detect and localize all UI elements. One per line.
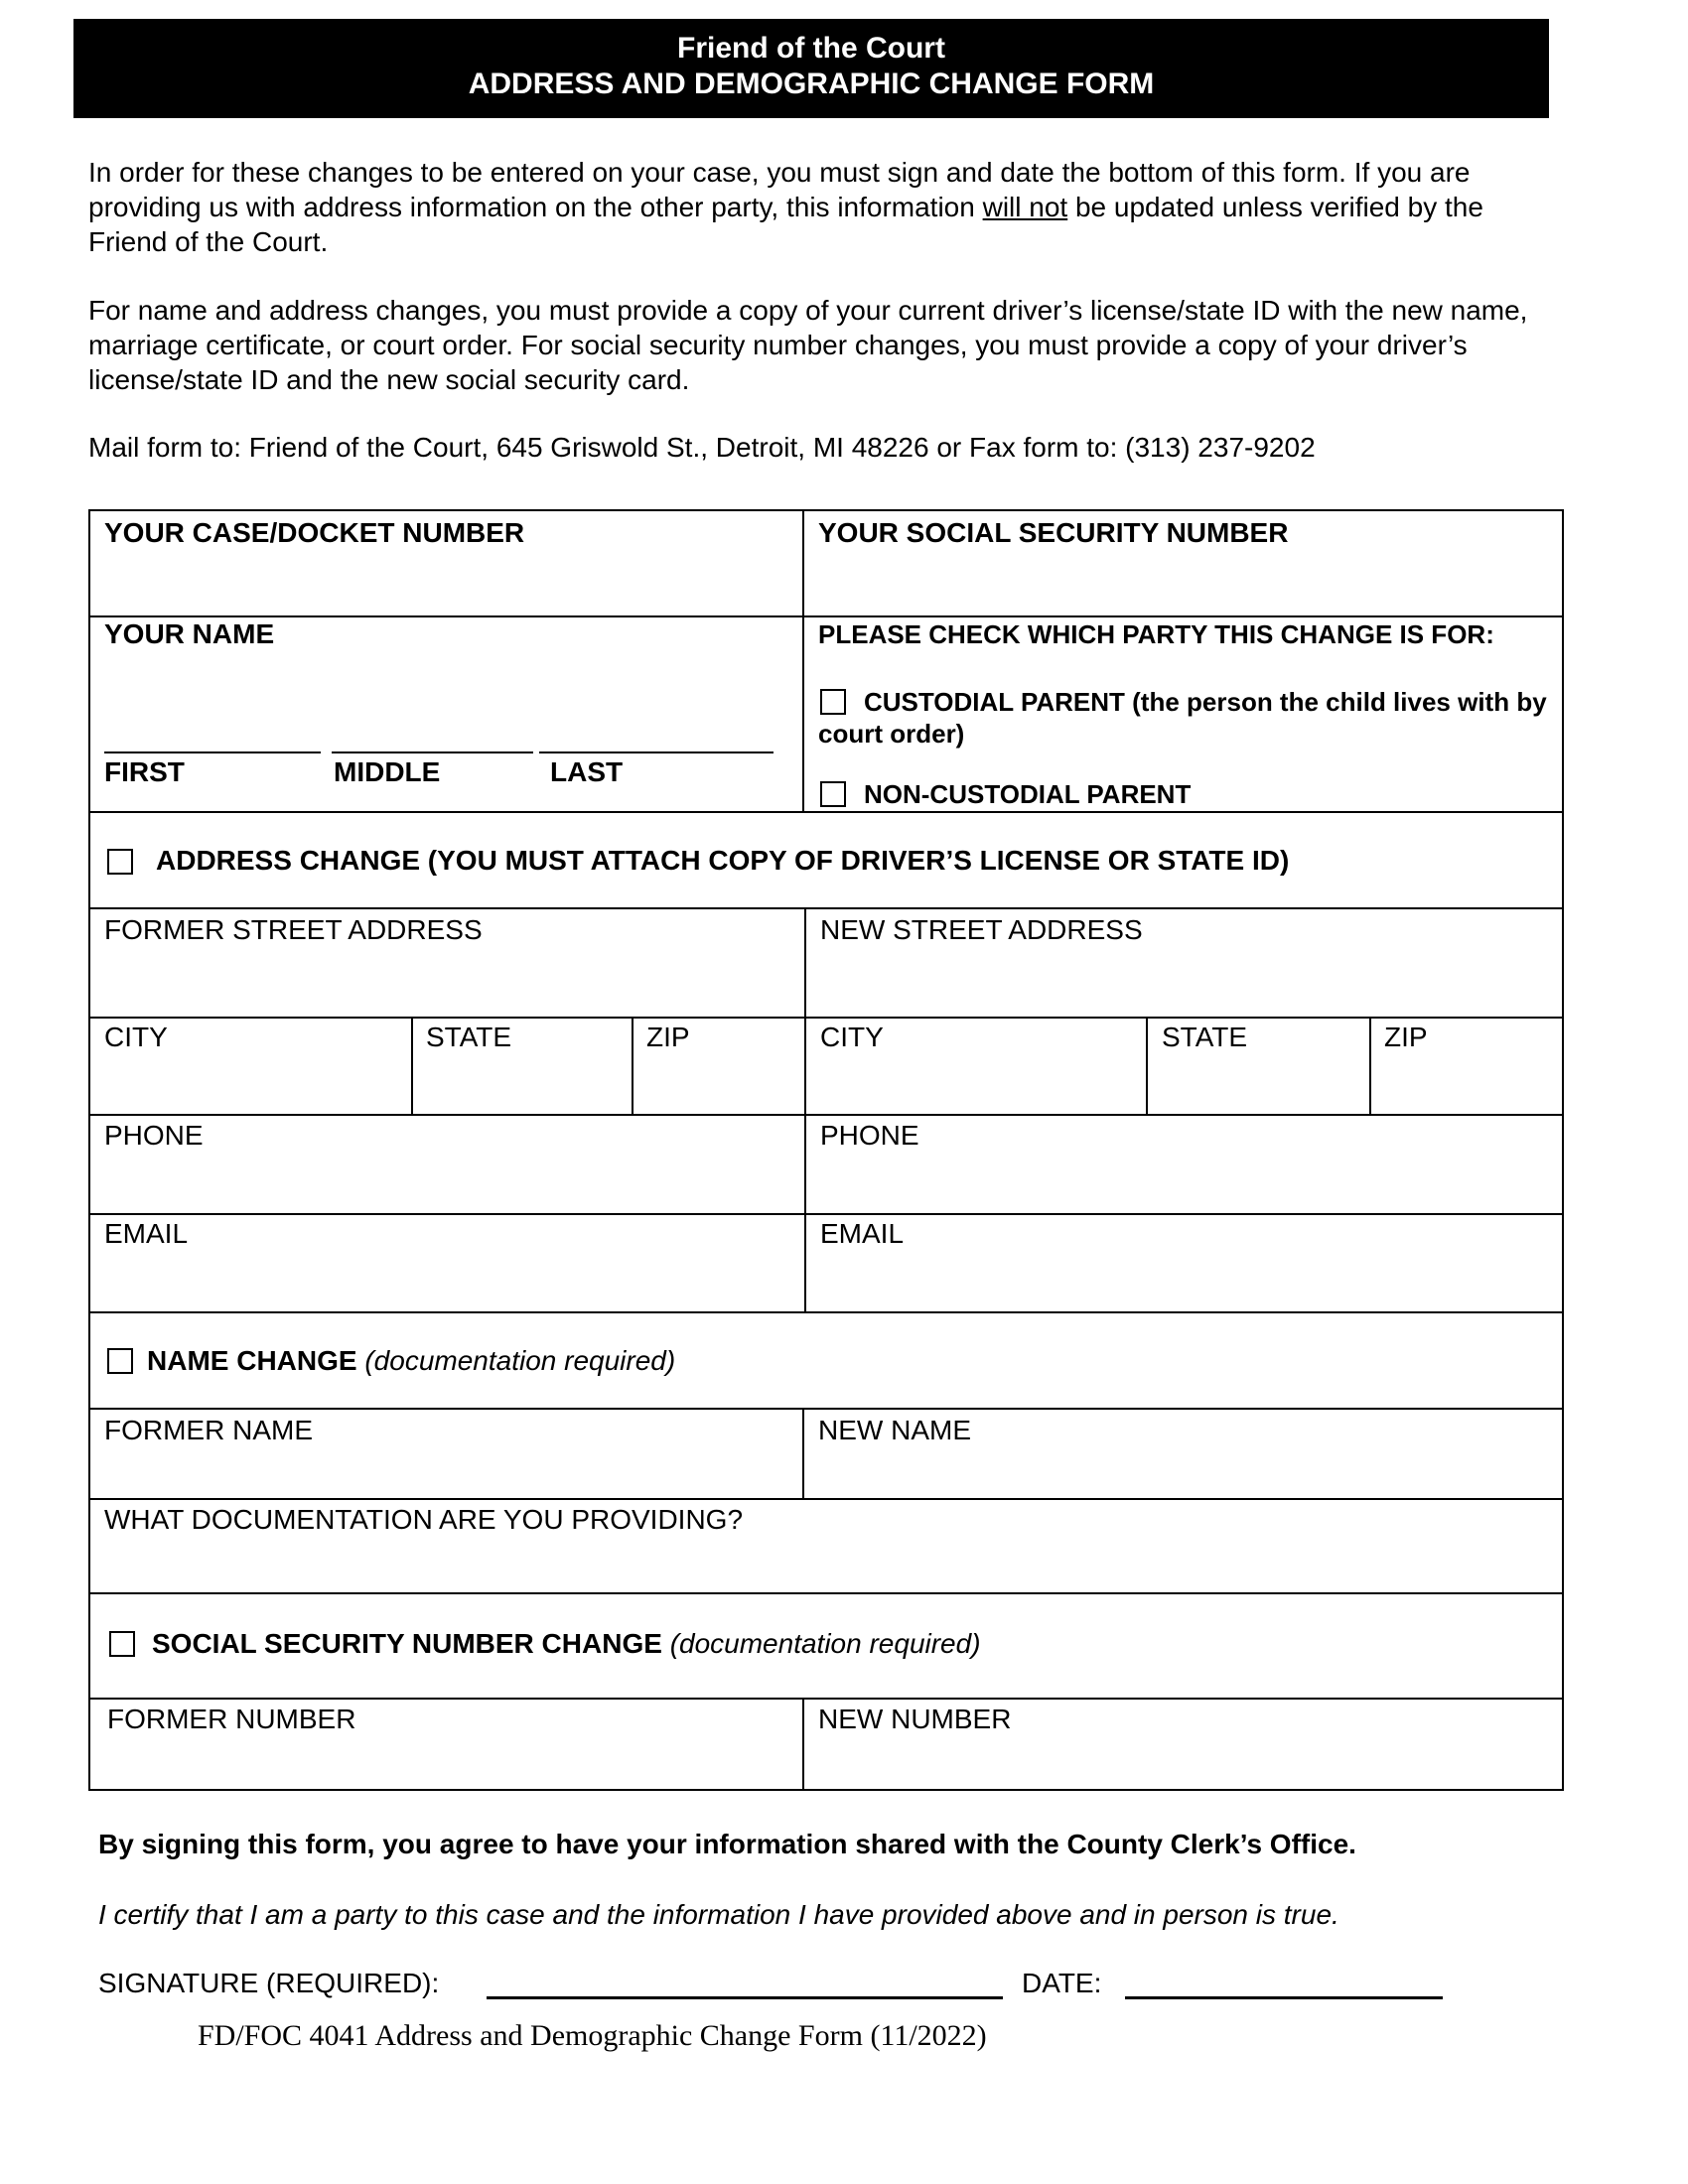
new-city-field[interactable]: CITY bbox=[820, 1022, 884, 1052]
ssn-change-text: SOCIAL SECURITY NUMBER CHANGE bbox=[152, 1628, 662, 1659]
date-label: DATE: bbox=[1022, 1968, 1102, 1998]
name-change-text: NAME CHANGE bbox=[147, 1345, 357, 1376]
intro-paragraph-2: For name and address changes, you must provide a copy of your current driver’s license/state ID with the new name, marriage certificate, or court order. For social security number changes, you must provide a copy of your driver’s license/state ID and the new social security card. bbox=[88, 295, 1528, 395]
intro-text-end: be updated unless verified by the Friend of the Court. bbox=[88, 192, 1483, 257]
new-number-field[interactable]: NEW NUMBER bbox=[818, 1704, 1012, 1734]
date-input[interactable] bbox=[1125, 1996, 1443, 1999]
name-change-checkbox[interactable] bbox=[107, 1348, 133, 1374]
noncustodial-checkbox[interactable] bbox=[820, 781, 846, 807]
agreement-statement: By signing this form, you agree to have your information shared with the County Clerk’s Office. bbox=[98, 1829, 1356, 1859]
your-name-label: YOUR NAME bbox=[104, 618, 275, 649]
last-name-input[interactable] bbox=[539, 751, 774, 753]
noncustodial-label: NON-CUSTODIAL PARENT bbox=[864, 779, 1192, 809]
new-name-field[interactable]: NEW NAME bbox=[818, 1415, 971, 1445]
form-footer: FD/FOC 4041 Address and Demographic Change Form (11/2022) bbox=[198, 2019, 987, 2052]
case-number-field[interactable]: YOUR CASE/DOCKET NUMBER bbox=[104, 517, 525, 548]
signature-label: SIGNATURE (REQUIRED): bbox=[98, 1968, 440, 1998]
first-label: FIRST bbox=[104, 756, 185, 787]
intro-text: In order for these changes to be entered on your case, you must sign and date the bottom of this form. If you are providing us with address information on the other party, this information bbox=[88, 157, 1471, 222]
former-state-field[interactable]: STATE bbox=[426, 1022, 512, 1052]
doc-required-note: (documentation required) bbox=[669, 1628, 981, 1659]
certification-statement: I certify that I am a party to this case and the information I have provided above and in person is true. bbox=[98, 1899, 1339, 1930]
signature-input[interactable] bbox=[487, 1996, 1003, 1999]
middle-name-input[interactable] bbox=[332, 751, 533, 753]
ssn-field[interactable]: YOUR SOCIAL SECURITY NUMBER bbox=[818, 517, 1289, 548]
new-email-field[interactable]: EMAIL bbox=[820, 1218, 905, 1249]
doc-required-note: (documentation required) bbox=[364, 1345, 676, 1376]
mail-instructions: Mail form to: Friend of the Court, 645 Griswold St., Detroit, MI 48226 or Fax form to: (313) 237-9202 bbox=[88, 432, 1316, 463]
custodial-text: CUSTODIAL PARENT bbox=[864, 687, 1125, 717]
former-zip-field[interactable]: ZIP bbox=[646, 1022, 690, 1052]
new-zip-field[interactable]: ZIP bbox=[1384, 1022, 1428, 1052]
former-city-field[interactable]: CITY bbox=[104, 1022, 168, 1052]
first-name-input[interactable] bbox=[104, 751, 321, 753]
custodial-note: (the person the child lives with by court order) bbox=[818, 687, 1547, 749]
new-state-field[interactable]: STATE bbox=[1162, 1022, 1248, 1052]
intro-paragraph-1 bbox=[88, 155, 1568, 259]
custodial-label bbox=[818, 686, 1553, 750]
former-name-field[interactable]: FORMER NAME bbox=[104, 1415, 313, 1445]
party-question: PLEASE CHECK WHICH PARTY THIS CHANGE IS FOR: bbox=[818, 619, 1494, 649]
documentation-field[interactable]: WHAT DOCUMENTATION ARE YOU PROVIDING? bbox=[104, 1504, 744, 1535]
ssn-change-checkbox[interactable] bbox=[109, 1631, 135, 1657]
former-street-field[interactable]: FORMER STREET ADDRESS bbox=[104, 914, 483, 945]
form-header bbox=[73, 19, 1549, 118]
middle-label: MIDDLE bbox=[334, 756, 441, 787]
last-label: LAST bbox=[550, 756, 624, 787]
address-change-checkbox[interactable] bbox=[107, 849, 133, 875]
form-title: ADDRESS AND DEMOGRAPHIC CHANGE FORM bbox=[468, 68, 1155, 100]
new-phone-field[interactable]: PHONE bbox=[820, 1120, 919, 1151]
change-form-table bbox=[88, 509, 1564, 1791]
header-line1: Friend of the Court bbox=[677, 32, 945, 65]
former-phone-field[interactable]: PHONE bbox=[104, 1120, 204, 1151]
former-email-field[interactable]: EMAIL bbox=[104, 1218, 189, 1249]
address-change-label: ADDRESS CHANGE (YOU MUST ATTACH COPY OF DRIVER’S LICENSE OR STATE ID) bbox=[156, 845, 1290, 876]
new-street-field[interactable]: NEW STREET ADDRESS bbox=[820, 914, 1143, 945]
ssn-change-label bbox=[152, 1628, 981, 1660]
name-change-label bbox=[147, 1345, 675, 1377]
former-number-field[interactable]: FORMER NUMBER bbox=[107, 1704, 356, 1734]
will-not-emphasis: will not bbox=[982, 192, 1068, 222]
